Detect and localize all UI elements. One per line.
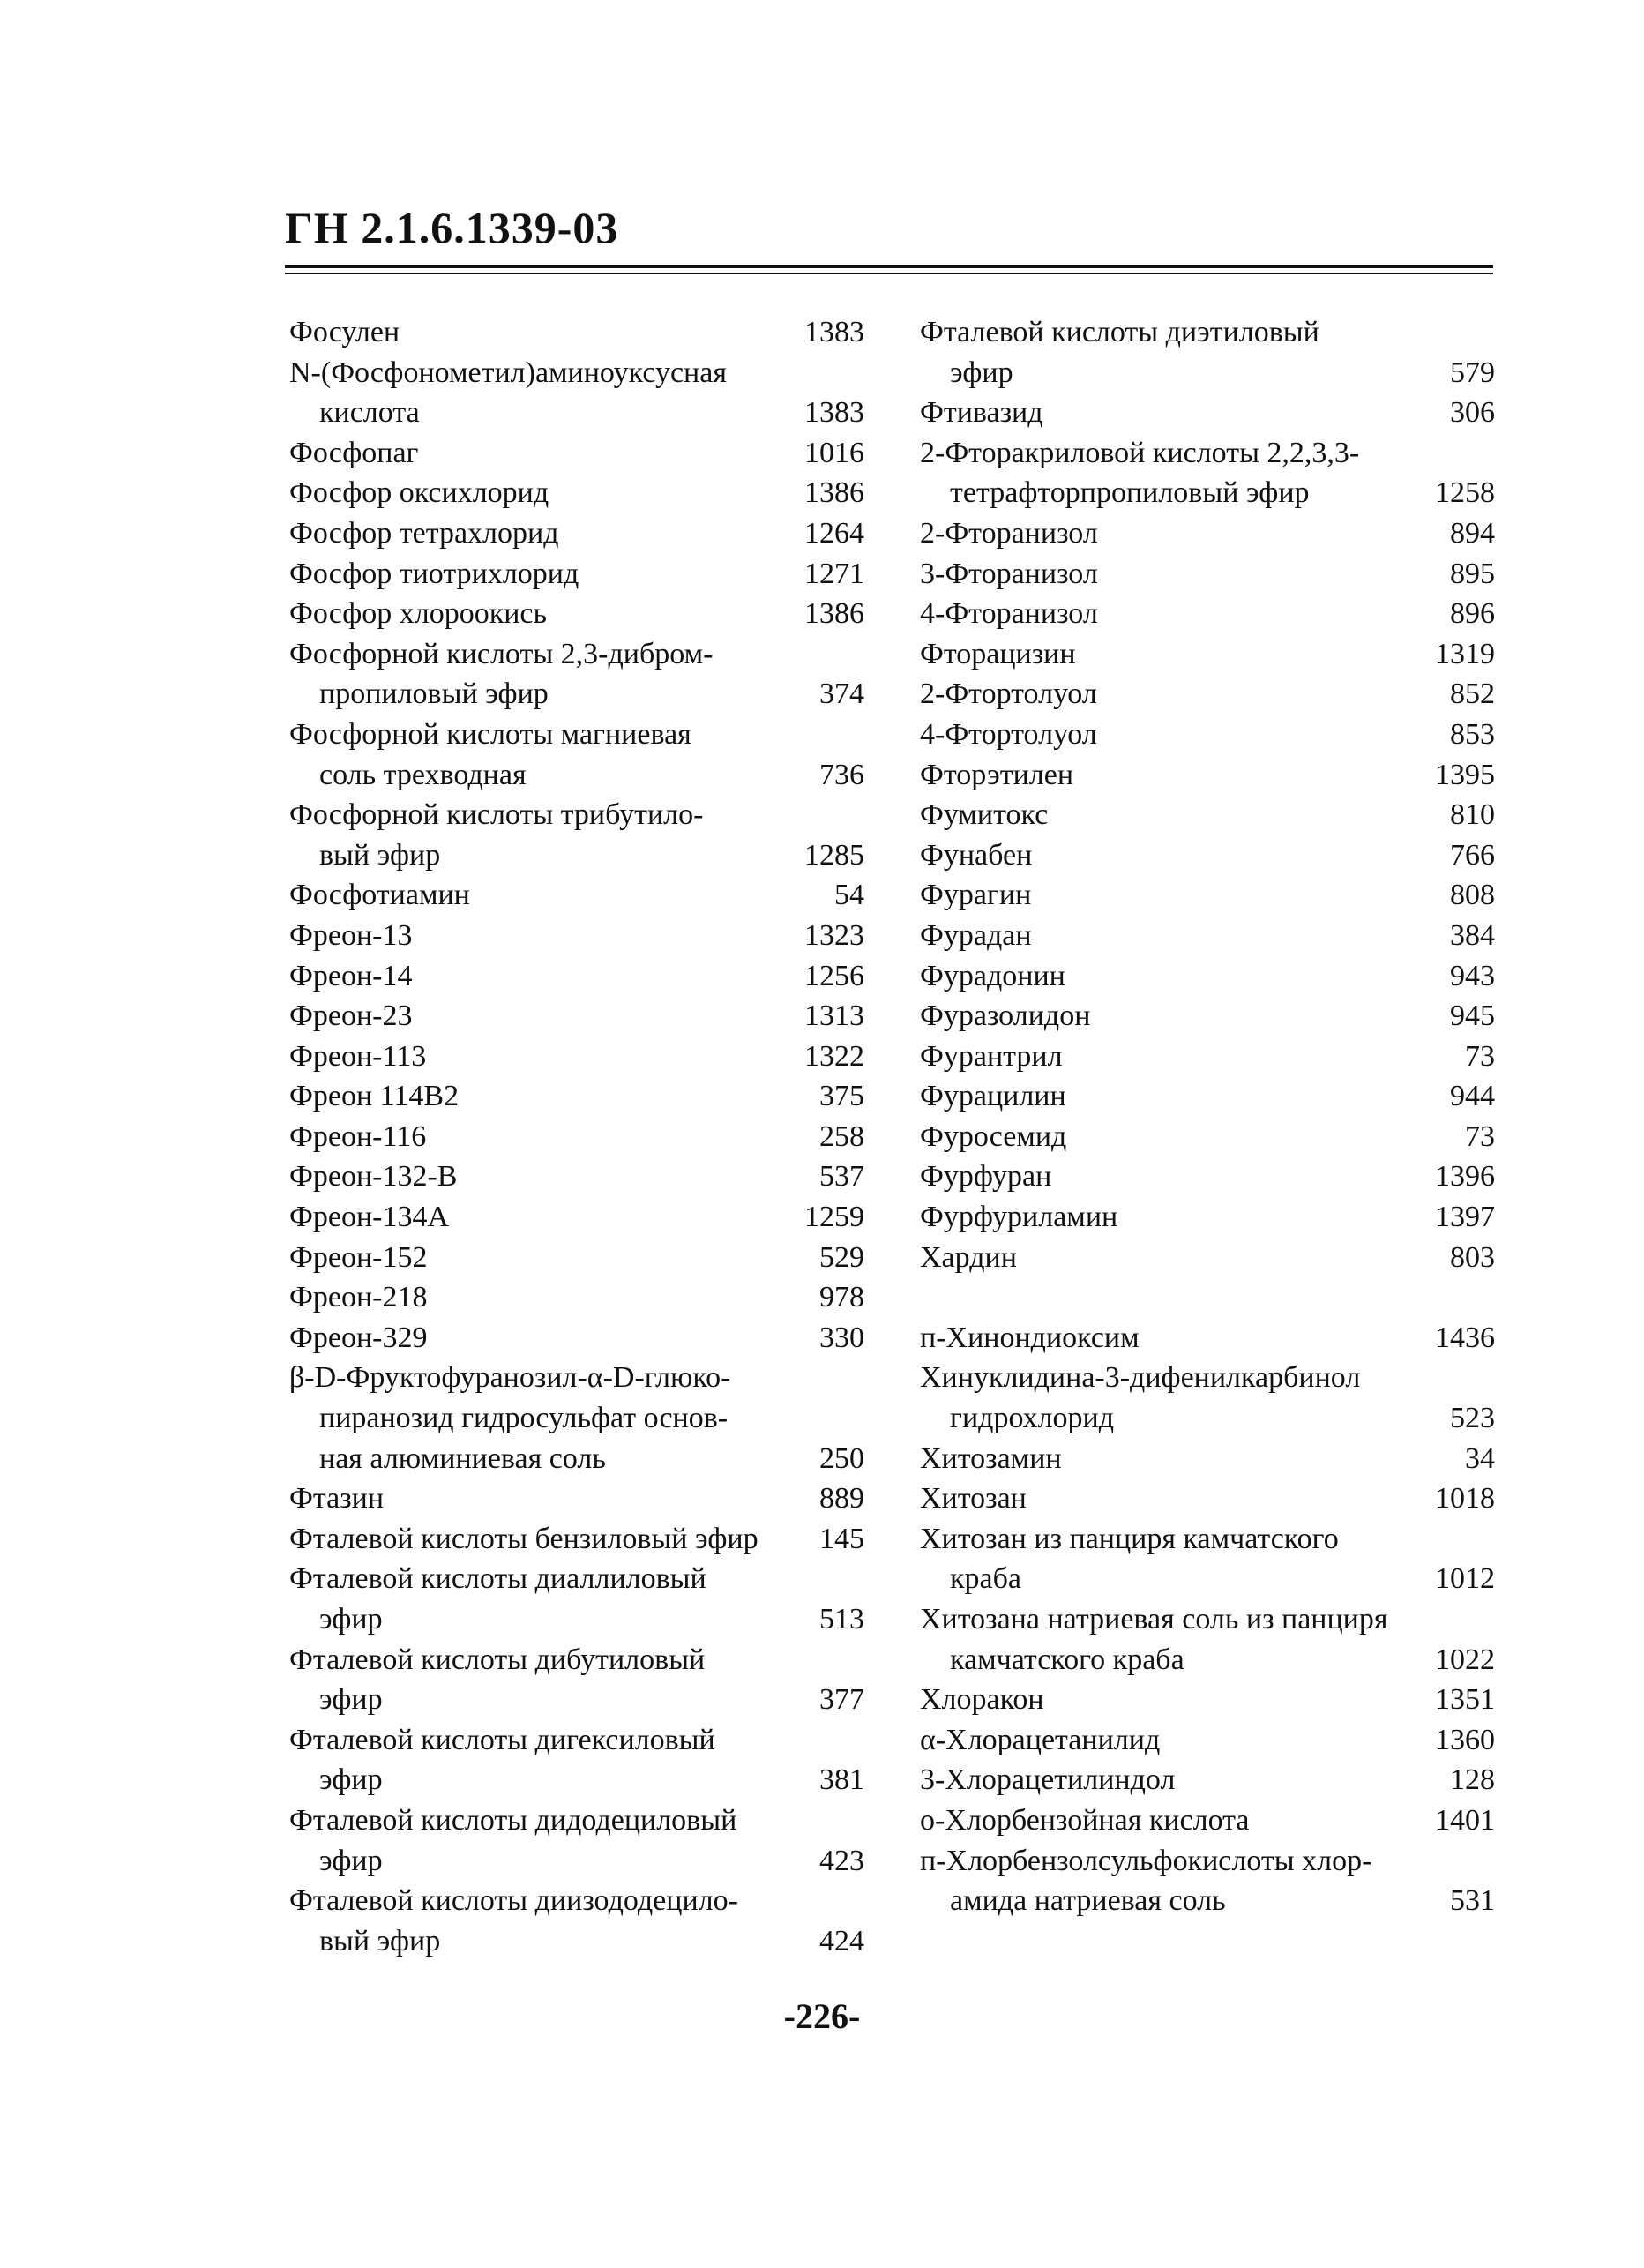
entry-term: [920, 875, 1495, 916]
index-entry: [289, 795, 864, 875]
entry-term: [289, 795, 864, 835]
entry-text: эфир: [950, 356, 1013, 389]
entry-text: краба: [950, 1562, 1021, 1596]
index-entry: [920, 1439, 1495, 1479]
entry-page-number: 330: [819, 1321, 864, 1354]
entry-page-number: 306: [1450, 396, 1495, 430]
entry-term: [289, 1037, 864, 1077]
entry-page-number: 1397: [1435, 1201, 1495, 1234]
entry-term: [289, 353, 864, 393]
entry-text: Фурагин: [920, 879, 1032, 912]
entry-text: Фурацилин: [920, 1080, 1066, 1113]
index-entry: [289, 1156, 864, 1197]
entry-text: 4-Фторанизол: [920, 597, 1098, 631]
entry-term-continuation: [289, 1599, 864, 1640]
index-entry: [920, 755, 1495, 796]
index-entry: [289, 875, 864, 916]
entry-text: Хлоракон: [920, 1683, 1044, 1717]
entry-text: Фтазин: [289, 1482, 385, 1516]
entry-page-number: 579: [1450, 356, 1495, 389]
entry-page-number: 377: [819, 1683, 864, 1717]
entry-page-number: 1323: [804, 918, 864, 952]
entry-term: [920, 835, 1495, 876]
entry-term: [289, 554, 864, 595]
entry-text: α-Хлорацетанилид: [920, 1723, 1161, 1756]
header-rule-thick: [285, 265, 1493, 268]
entry-term: [920, 554, 1495, 595]
entry-page-number: 529: [819, 1240, 864, 1274]
index-entry: [289, 1559, 864, 1639]
entry-text: 4-Фтортолуол: [920, 717, 1097, 751]
entry-page-number: 1386: [804, 597, 864, 631]
entry-page-number: 808: [1450, 879, 1495, 912]
entry-term: [920, 795, 1495, 835]
entry-term-continuation: [289, 755, 864, 796]
entry-text: вый эфир: [319, 1924, 441, 1957]
index-entry: [289, 1800, 864, 1881]
index-entry: [920, 554, 1495, 595]
entry-text: тетрафторпропиловый эфир: [950, 476, 1310, 510]
entry-term-continuation: [920, 1640, 1495, 1680]
entry-text: амида натриевая соль: [950, 1884, 1226, 1918]
entry-page-number: 1271: [804, 557, 864, 590]
entry-page-number: 258: [819, 1119, 864, 1153]
index-entry: [920, 996, 1495, 1037]
entry-term: [920, 1599, 1495, 1640]
entry-term: [920, 1117, 1495, 1157]
entry-page-number: 375: [819, 1080, 864, 1113]
entry-page-number: 54: [834, 879, 864, 912]
entry-term: [289, 1358, 864, 1398]
entry-text: Фосфор хлороокись: [289, 597, 548, 631]
entry-page-number: 803: [1450, 1240, 1495, 1274]
index-entry: [920, 1800, 1495, 1841]
index-entry: [289, 1318, 864, 1359]
entry-page-number: 513: [819, 1603, 864, 1636]
entry-text: 3-Хлорацетилиндол: [920, 1763, 1176, 1797]
index-entry: [920, 393, 1495, 433]
entry-term: [920, 594, 1495, 634]
entry-term: [920, 956, 1495, 997]
entry-page-number: 945: [1450, 999, 1495, 1033]
entry-page-number: 537: [819, 1160, 864, 1194]
entry-text: Фреон-23: [289, 999, 413, 1033]
entry-term: [289, 1117, 864, 1157]
entry-page-number: 1022: [1435, 1643, 1495, 1676]
index-entry: [289, 594, 864, 634]
index-entry: [920, 1599, 1495, 1680]
index-entry: [920, 956, 1495, 997]
index-entry: [289, 312, 864, 353]
entry-term: [289, 1640, 864, 1680]
index-entry: [289, 996, 864, 1037]
entry-page-number: 889: [819, 1482, 864, 1516]
entry-page-number: 766: [1450, 838, 1495, 872]
index-entry: [920, 674, 1495, 715]
entry-term: [289, 312, 864, 353]
index-entry: [920, 1076, 1495, 1117]
entry-term: [289, 1076, 864, 1117]
entry-term: [920, 715, 1495, 755]
entry-text: Фурфуран: [920, 1160, 1052, 1194]
entry-term: [289, 1277, 864, 1318]
entry-page-number: 895: [1450, 557, 1495, 590]
index-entry: [289, 1117, 864, 1157]
index-column-right: [920, 312, 1495, 1921]
entry-text: Фталевой кислоты диэтиловый: [920, 316, 1319, 348]
index-entry: [920, 312, 1495, 393]
entry-term: [289, 1881, 864, 1921]
index-entry: [920, 1841, 1495, 1921]
entry-term: [920, 916, 1495, 956]
entry-text: Фурантрил: [920, 1039, 1063, 1073]
entry-page-number: 1351: [1435, 1683, 1495, 1717]
entry-text: камчатского краба: [950, 1643, 1184, 1676]
entry-text: гидрохлорид: [950, 1402, 1115, 1435]
entry-page-number: 852: [1450, 677, 1495, 711]
entry-term: [289, 433, 864, 474]
entry-page-number: 853: [1450, 717, 1495, 751]
entry-text: о-Хлорбензойная кислота: [920, 1803, 1250, 1837]
entry-text: Фреон-14: [289, 959, 413, 992]
entry-page-number: 250: [819, 1441, 864, 1475]
entry-text: Фреон-329: [289, 1321, 428, 1354]
entry-term: [920, 1197, 1495, 1238]
index-entry: [289, 1720, 864, 1800]
entry-page-number: 128: [1450, 1763, 1495, 1797]
entry-text: пиранозид гидросульфат основ-: [319, 1402, 729, 1435]
entry-term-continuation: [289, 835, 864, 876]
entry-page-number: 1256: [804, 959, 864, 992]
entry-term: [289, 1238, 864, 1278]
entry-page-number: 1259: [804, 1201, 864, 1234]
entry-term: [920, 1720, 1495, 1761]
entry-page-number: 944: [1450, 1080, 1495, 1113]
entry-text: п-Хлорбензолсульфокислоты хлор-: [920, 1844, 1372, 1877]
entry-text: 2-Фторакриловой кислоты 2,2,3,3-: [920, 436, 1360, 469]
entry-term: [920, 393, 1495, 433]
entry-term: [920, 634, 1495, 675]
entry-term-continuation: [289, 1398, 864, 1439]
entry-page-number: 1396: [1435, 1160, 1495, 1194]
entry-page-number: 531: [1450, 1884, 1495, 1918]
entry-page-number: 736: [819, 758, 864, 791]
entry-text: эфир: [319, 1763, 383, 1797]
entry-text: N-(Фосфонометил)аминоуксусная: [289, 356, 727, 389]
index-entry: [920, 715, 1495, 755]
entry-text: эфир: [319, 1844, 383, 1877]
entry-text: Фурфуриламин: [920, 1201, 1118, 1234]
index-entry: [920, 1156, 1495, 1197]
entry-term: [920, 1439, 1495, 1479]
entry-term: [289, 1318, 864, 1359]
entry-term: [920, 1238, 1495, 1278]
entry-text: Фторэтилен: [920, 758, 1074, 791]
section-gap: [920, 1277, 1495, 1318]
entry-term-continuation: [289, 1760, 864, 1800]
entry-page-number: 1264: [804, 516, 864, 550]
entry-text: соль трехводная: [319, 758, 527, 791]
entry-page-number: 1018: [1435, 1482, 1495, 1516]
entry-text: эфир: [319, 1603, 383, 1636]
entry-text: Фреон-132-В: [289, 1160, 458, 1194]
entry-text: Фталевой кислоты бензиловый эфир: [289, 1522, 758, 1555]
entry-text: Фтивазид: [920, 396, 1043, 430]
entry-page-number: 1401: [1435, 1803, 1495, 1837]
entry-text: Фреон-134А: [289, 1201, 450, 1234]
entry-term-continuation: [920, 1881, 1495, 1921]
index-entry: [920, 835, 1495, 876]
entry-term-continuation: [920, 1398, 1495, 1439]
entry-text: Хардин: [920, 1240, 1017, 1274]
index-entry: [289, 715, 864, 795]
entry-text: Фталевой кислоты дидодециловый: [289, 1803, 737, 1837]
entry-page-number: 1313: [804, 999, 864, 1033]
index-entry: [920, 1760, 1495, 1800]
entry-term: [289, 1800, 864, 1841]
index-column-left: [289, 312, 864, 1961]
entry-page-number: 374: [819, 677, 864, 711]
index-entry: [289, 1640, 864, 1720]
page-number: -226-: [783, 1996, 861, 2036]
entry-text: вый эфир: [319, 838, 441, 872]
entry-text: Фосфор оксихлорид: [289, 476, 549, 510]
entry-term: [289, 1720, 864, 1761]
entry-text: Фталевой кислоты диизододецило-: [289, 1884, 738, 1918]
entry-term: [289, 1478, 864, 1519]
entry-text: Фосфорной кислоты 2,3-дибром-: [289, 637, 714, 670]
entry-term: [289, 956, 864, 997]
entry-page-number: 381: [819, 1763, 864, 1797]
entry-term: [289, 996, 864, 1037]
entry-page-number: 384: [1450, 918, 1495, 952]
entry-text: Фреон-13: [289, 918, 413, 952]
index-entry: [920, 1478, 1495, 1519]
page-header: [285, 201, 1493, 274]
entry-page-number: 1012: [1435, 1562, 1495, 1596]
entry-page-number: 978: [819, 1281, 864, 1314]
entry-term: [289, 513, 864, 554]
entry-text: Фунабен: [920, 838, 1033, 872]
index-entry: [920, 916, 1495, 956]
index-entry: [289, 1197, 864, 1238]
entry-term-continuation: [289, 674, 864, 715]
entry-text: Фумитокс: [920, 798, 1049, 832]
entry-term-continuation: [289, 1921, 864, 1962]
entry-term: [920, 433, 1495, 474]
index-entry: [920, 634, 1495, 675]
entry-term: [920, 674, 1495, 715]
index-entry: [920, 795, 1495, 835]
entry-page-number: 810: [1450, 798, 1495, 832]
entry-term-continuation: [920, 353, 1495, 393]
entry-term: [920, 1156, 1495, 1197]
entry-text: Фреон-152: [289, 1240, 428, 1274]
index-entry: [289, 1076, 864, 1117]
index-entry: [289, 513, 864, 554]
entry-term: [920, 755, 1495, 796]
index-entry: [920, 1037, 1495, 1077]
entry-text: 3-Фторанизол: [920, 557, 1098, 590]
entry-text: Хитозан: [920, 1482, 1027, 1516]
entry-text: эфир: [319, 1683, 383, 1717]
entry-page-number: 894: [1450, 516, 1495, 550]
entry-page-number: 73: [1465, 1039, 1495, 1073]
entry-text: Фосфопаг: [289, 436, 419, 469]
index-entry: [289, 634, 864, 715]
index-entry: [920, 1720, 1495, 1761]
entry-term: [920, 1478, 1495, 1519]
entry-text: Фурадонин: [920, 959, 1065, 992]
entry-text: Фталевой кислоты диаллиловый: [289, 1562, 706, 1596]
entry-text: Фосфорной кислоты магниевая: [289, 717, 691, 751]
entry-text: 2-Фторанизол: [920, 516, 1098, 550]
entry-text: 2-Фтортолуол: [920, 677, 1097, 711]
entry-term-continuation: [289, 1680, 864, 1720]
index-entry: [920, 1519, 1495, 1599]
index-entry: [289, 473, 864, 513]
index-entry: [920, 1117, 1495, 1157]
index-entry: [920, 1197, 1495, 1238]
entry-text: Фталевой кислоты дигексиловый: [289, 1723, 715, 1756]
document-title: ГН 2.1.6.1339-03: [285, 203, 619, 252]
entry-text: Фосфотиамин: [289, 879, 470, 912]
entry-term: [289, 594, 864, 634]
entry-term: [920, 1519, 1495, 1560]
entry-text: Фреон-218: [289, 1281, 428, 1314]
index-entry: [920, 1318, 1495, 1359]
entry-text: β-D-Фруктофуранозил-α-D-глюко-: [289, 1361, 731, 1395]
entry-term: [289, 634, 864, 675]
entry-page-number: 1016: [804, 436, 864, 469]
index-entry: [289, 1238, 864, 1278]
index-entry: [920, 513, 1495, 554]
entry-text: пропиловый эфир: [319, 677, 549, 711]
index-entry: [289, 1881, 864, 1961]
index-entry: [289, 916, 864, 956]
entry-term: [920, 996, 1495, 1037]
entry-page-number: 34: [1465, 1441, 1495, 1475]
entry-text: Хинуклидина-3-дифенилкарбинол: [920, 1361, 1361, 1395]
entry-text: Хитозамин: [920, 1441, 1062, 1475]
entry-text: Фосфор тетрахлорид: [289, 516, 559, 550]
entry-page-number: 523: [1450, 1402, 1495, 1435]
entry-term: [920, 513, 1495, 554]
index-entry: [289, 1478, 864, 1519]
header-rule-thin: [285, 273, 1493, 274]
entry-page-number: 145: [819, 1522, 864, 1555]
entry-text: Фосулен: [289, 316, 400, 348]
entry-term: [289, 473, 864, 513]
entry-page-number: 1386: [804, 476, 864, 510]
index-entry: [289, 956, 864, 997]
entry-text: Фреон-116: [289, 1119, 427, 1153]
entry-term: [920, 1037, 1495, 1077]
entry-term: [289, 1519, 864, 1560]
entry-text: Фуразолидон: [920, 999, 1091, 1033]
index-entry: [920, 433, 1495, 513]
entry-term: [289, 916, 864, 956]
entry-text: Фталевой кислоты дибутиловый: [289, 1643, 706, 1676]
entry-term: [289, 875, 864, 916]
entry-page-number: 423: [819, 1844, 864, 1877]
entry-term: [920, 1076, 1495, 1117]
entry-text: Фреон-113: [289, 1039, 427, 1073]
entry-text: Фуросемид: [920, 1119, 1067, 1153]
entry-term: [920, 1318, 1495, 1359]
entry-page-number: 1395: [1435, 758, 1495, 791]
entry-term-continuation: [920, 1559, 1495, 1599]
index-entry: [289, 433, 864, 474]
entry-text: Хитозана натриевая соль из панциря: [920, 1603, 1388, 1636]
entry-text: Фурадан: [920, 918, 1032, 952]
index-entry: [289, 554, 864, 595]
entry-text: п-Хинондиоксим: [920, 1321, 1140, 1354]
entry-term-continuation: [289, 393, 864, 433]
entry-page-number: 896: [1450, 597, 1495, 631]
index-entry: [289, 353, 864, 433]
entry-text: Фосфор тиотрихлорид: [289, 557, 579, 590]
entry-text: Фосфорной кислоты трибутило-: [289, 798, 704, 832]
entry-term: [289, 1156, 864, 1197]
entry-term: [920, 1841, 1495, 1882]
entry-term-continuation: [920, 473, 1495, 513]
entry-term: [289, 1559, 864, 1599]
entry-page-number: 1319: [1435, 637, 1495, 670]
entry-page-number: 1436: [1435, 1321, 1495, 1354]
entry-term: [289, 715, 864, 755]
entry-text: Фреон 114В2: [289, 1080, 460, 1113]
entry-page-number: 1258: [1435, 476, 1495, 510]
entry-term-continuation: [289, 1841, 864, 1882]
index-entry: [920, 594, 1495, 634]
index-entry: [920, 1238, 1495, 1278]
entry-text: кислота: [319, 396, 420, 430]
entry-page-number: 943: [1450, 959, 1495, 992]
index-entry: [289, 1358, 864, 1478]
entry-term-continuation: [289, 1439, 864, 1479]
entry-term: [920, 1760, 1495, 1800]
index-entry: [289, 1277, 864, 1318]
entry-text: Хитозан из панциря камчатского: [920, 1522, 1339, 1555]
entry-page-number: 1383: [804, 316, 864, 348]
index-entry: [920, 875, 1495, 916]
entry-page-number: 424: [819, 1924, 864, 1957]
index-entry: [920, 1680, 1495, 1720]
index-entry: [289, 1037, 864, 1077]
entry-page-number: 73: [1465, 1119, 1495, 1153]
index-entry: [920, 1358, 1495, 1438]
entry-page-number: 1322: [804, 1039, 864, 1073]
entry-text: Фторацизин: [920, 637, 1076, 670]
entry-term: [920, 1800, 1495, 1841]
entry-term: [289, 1197, 864, 1238]
entry-page-number: 1285: [804, 838, 864, 872]
entry-page-number: 1360: [1435, 1723, 1495, 1756]
entry-text: ная алюминиевая соль: [319, 1441, 606, 1475]
entry-page-number: 1383: [804, 396, 864, 430]
entry-term: [920, 1680, 1495, 1720]
entry-term: [920, 1358, 1495, 1398]
index-entry: [289, 1519, 864, 1560]
entry-term: [920, 312, 1495, 353]
